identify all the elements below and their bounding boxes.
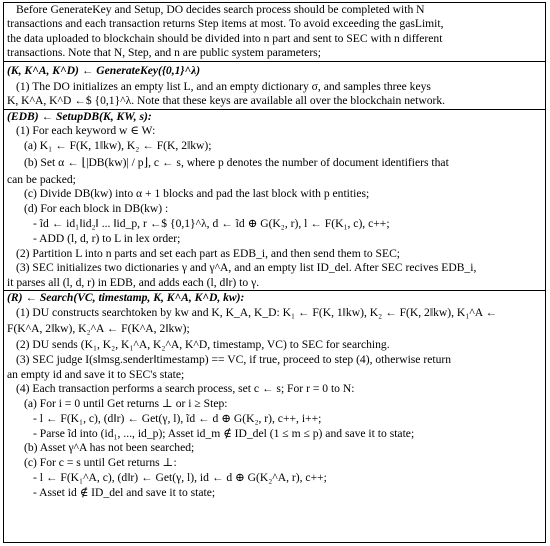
search-line: (3) SEC judge I(s‖msg.sender‖timestamp) == VC, if true, proceed to step (4), otherwise return: [16, 353, 452, 367]
search-line: (1) DU constructs searchtoken by kw and K, K_A, K_D: K₁ ← F(K, 1‖kw), K₂ ← F(K, 2‖kw), K₁^A ←: [16, 306, 498, 320]
search-line: an empty id and save it to SEC's state;: [7, 367, 185, 381]
intro-section: [4, 3, 545, 61]
setupdb-line: (b) Set α ← ⌊|DB(kw)| / p⌋, c ← s, where p denotes the number of document identifiers that: [24, 156, 449, 170]
setupdb-line: can be packed;: [7, 173, 76, 187]
search-header: (R) ← Search(VC, timestamp, K, K^A, K^D, kw):: [7, 290, 245, 304]
search-section: [4, 290, 545, 501]
search-line: (2) DU sends (K₁, K₂, K₁^A, K₂^A, K^D, timestamp, VC) to SEC for searching.: [16, 338, 390, 352]
setupdb-line: - ADD (l, d, r) to L in lex order;: [33, 232, 181, 246]
search-line: (4) Each transaction performs a search process, set c ← s; For r = 0 to N:: [16, 382, 355, 396]
generatekey-line: K, K^A, K^D ←$ {0,1}^λ. Note that these keys are available all over the blockchain network.: [7, 94, 446, 108]
generatekey-line: (1) The DO initializes an empty list L, and an empty dictionary σ, and samples three keys: [16, 80, 431, 94]
setupdb-section: [4, 109, 545, 290]
search-line: F(K^A, 2‖kw), K₂^A ← F(K^A, 2‖kw);: [7, 322, 190, 336]
intro-line: the data uploaded to blockchain should be divided into n part and sent to SEC with n different: [7, 31, 443, 45]
setupdb-line: (3) SEC initializes two dictionaries γ and γ^A, and an empty list ID_del. After SEC recives EDB_i,: [16, 261, 477, 275]
intro-line: Before GenerateKey and Setup, DO decides search process should be completed with N: [16, 3, 425, 16]
setupdb-line: (2) Partition L into n parts and set each part as EDB_i, and then send them to SEC;: [16, 246, 401, 260]
setupdb-line: (a) K₁ ← F(K, 1‖kw), K₂ ← F(K, 2‖kw);: [24, 138, 212, 152]
search-line: (b) Asset γ^A has not been searched;: [24, 441, 195, 455]
intro-line: transactions. Note that N, Step, and n are public system parameters;: [7, 46, 321, 60]
intro-line: transactions and each transaction returns Step items at most. To avoid exceeding the gasLimit,: [7, 17, 444, 31]
setupdb-line: it parses all (l, d, r) in EDB, and adds each (l, d‖r) to γ.: [7, 275, 260, 289]
setupdb-line: (d) For each block in DB(kw) :: [24, 201, 169, 215]
search-line: (a) For i = 0 until Get returns ⊥ or i ≥ Step:: [24, 396, 228, 410]
generatekey-header: (K, K^A, K^D) ← GenerateKey({0,1}^λ): [7, 63, 201, 77]
generatekey-section: [4, 61, 545, 109]
setupdb-header: (EDB) ← SetupDB(K, KW, s):: [7, 109, 152, 123]
search-line: - l ← F(K₁^A, c), (d‖r) ← Get(γ, l), id ← d ⊕ G(K₂^A, r), c++;: [33, 471, 327, 485]
search-line: - l ← F(K₁, c), (d‖r) ← Get(γ, l), ĩd ← d ⊕ G(K₂, r), c++, i++;: [33, 411, 322, 425]
setupdb-line: (1) For each keyword w ∈ W:: [16, 124, 156, 138]
search-line: - Parse ĩd into (id₁, ..., id_p); Asset id_m ∉ ID_del (1 ≤ m ≤ p) and save it to state;: [33, 426, 415, 440]
search-line: (c) For c = s until Get returns ⊥:: [24, 455, 177, 469]
algorithm-box: [3, 2, 546, 543]
setupdb-line: - ĩd ← id₁‖id₂‖ ... ‖id_p, r ←$ {0,1}^λ, d ← ĩd ⊕ G(K₂, r), l ← F(K₁, c), c++;: [33, 217, 390, 231]
search-line: - Asset id ∉ ID_del and save it to state;: [33, 486, 216, 500]
setupdb-line: (c) Divide DB(kw) into α + 1 blocks and pad the last block with p entities;: [24, 187, 370, 201]
